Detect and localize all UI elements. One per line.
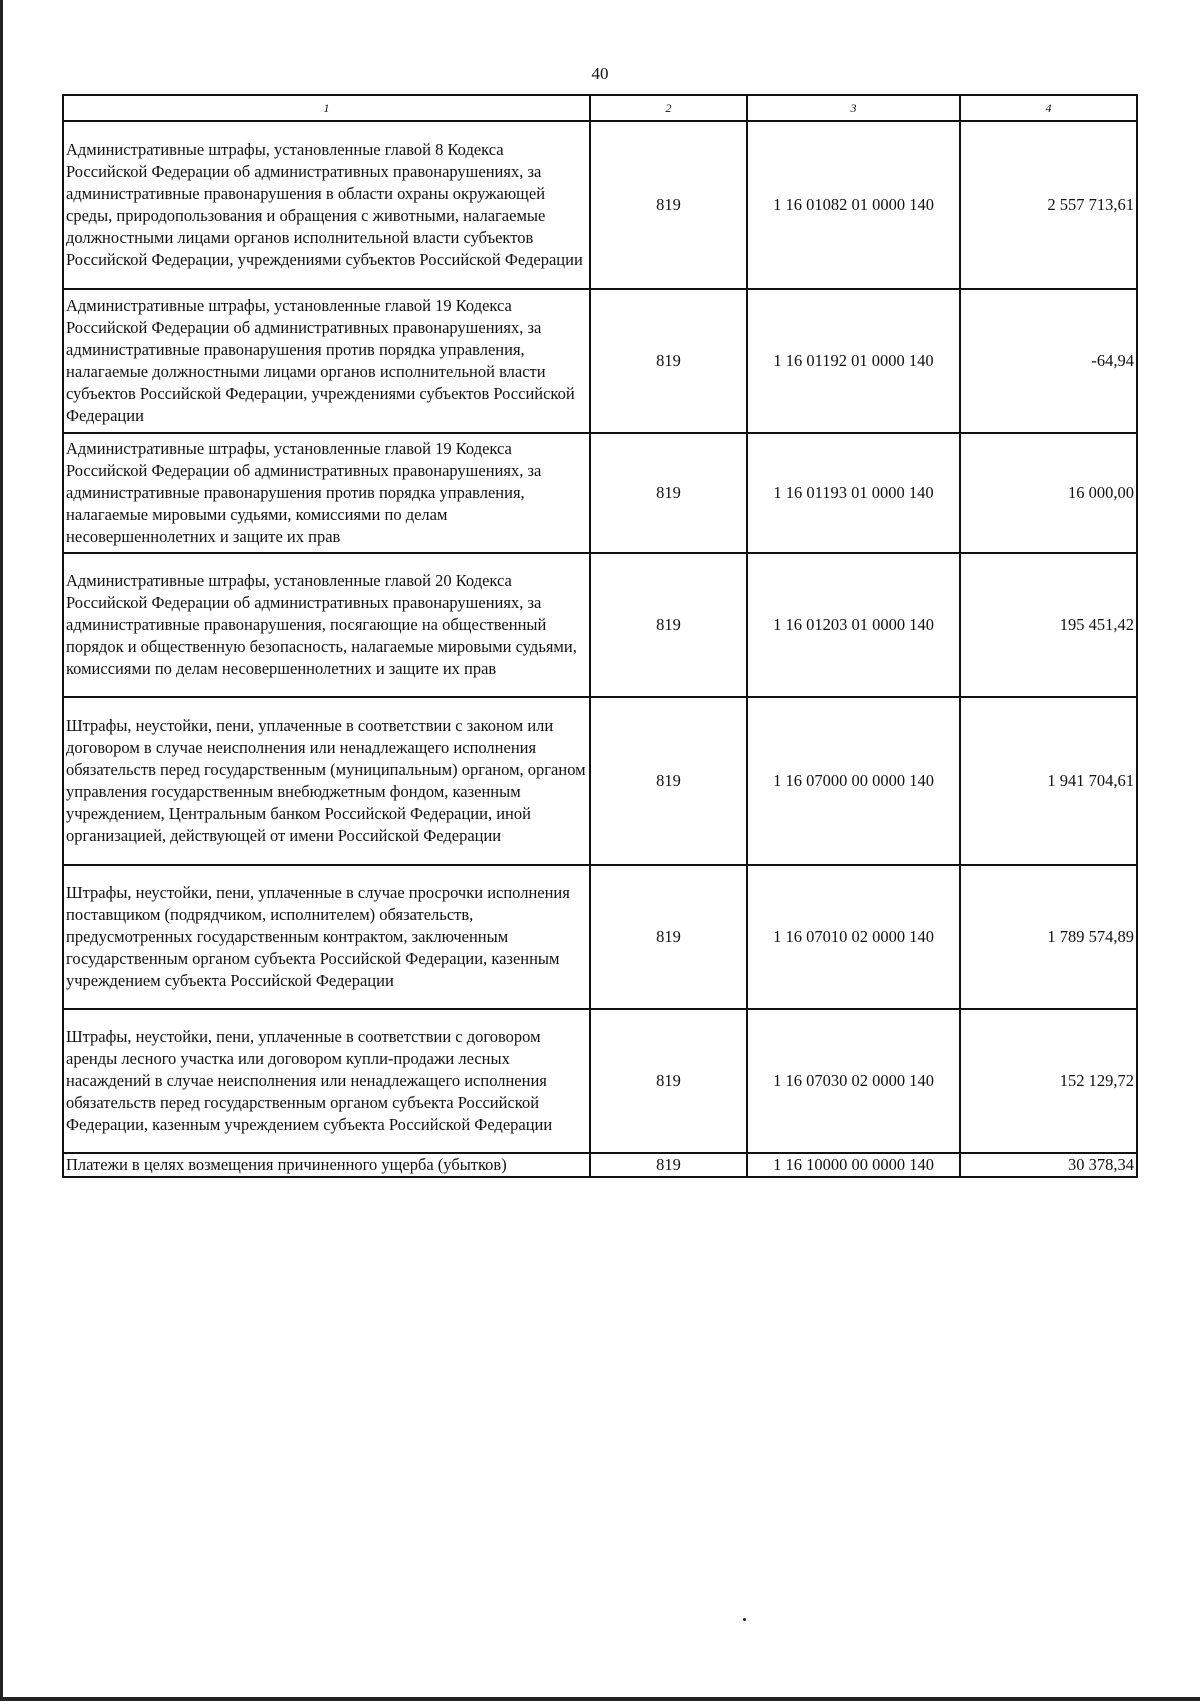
- column-header-2: 2: [590, 95, 747, 121]
- scan-speck: [743, 1618, 746, 1621]
- row-admin-code: 819: [590, 289, 747, 433]
- row-budget-code: 1 16 01203 01 0000 140: [747, 553, 960, 697]
- row-description: Административные штрафы, установленные главой 8 Кодекса Российской Федерации об административных правонарушениях, за административные правонарушения в области охраны окружающей среды, природопользования и обращения с животными, налагаемые должностными лицами органов исполнительной власти субъектов Российской Федерации, учреждениями субъектов Российской Федерации: [63, 121, 590, 289]
- row-description: Административные штрафы, установленные главой 20 Кодекса Российской Федерации об административных правонарушениях, за административные правонарушения, посягающие на общественный порядок и общественную безопасность, налагаемые мировыми судьями, комиссиями по делам несовершеннолетних и защите их прав: [63, 553, 590, 697]
- row-admin-code: 819: [590, 1009, 747, 1153]
- row-budget-code: 1 16 07000 00 0000 140: [747, 697, 960, 865]
- row-budget-code: 1 16 10000 00 0000 140: [747, 1153, 960, 1177]
- column-header-3: 3: [747, 95, 960, 121]
- row-description: Административные штрафы, установленные главой 19 Кодекса Российской Федерации об административных правонарушениях, за административные правонарушения против порядка управления, налагаемые мировыми судьями, комиссиями по делам несовершеннолетних и защите их прав: [63, 433, 590, 553]
- table-row: [63, 433, 1137, 553]
- row-amount: 2 557 713,61: [960, 121, 1137, 289]
- row-description: Штрафы, неустойки, пени, уплаченные в случае просрочки исполнения поставщиком (подрядчиком, исполнителем) обязательств, предусмотренных государственным контрактом, заключенным государственным органом субъекта Российской Федерации, казенным учреждением субъекта Российской Федерации: [63, 865, 590, 1009]
- revenue-table: [62, 94, 1138, 1178]
- row-amount: 30 378,34: [960, 1153, 1137, 1177]
- row-amount: 152 129,72: [960, 1009, 1137, 1153]
- page-number: 40: [591, 64, 609, 83]
- row-admin-code: 819: [590, 865, 747, 1009]
- row-admin-code: 819: [590, 553, 747, 697]
- row-budget-code: 1 16 01082 01 0000 140: [747, 121, 960, 289]
- row-description: Штрафы, неустойки, пени, уплаченные в соответствии с законом или договором в случае неисполнения или ненадлежащего исполнения обязательств перед государственным (муниципальным) органом, органом управления государственным внебюджетным фондом, казенным учреждением, Центральным банком Российской Федерации, иной организацией, действующей от имени Российской Федерации: [63, 697, 590, 865]
- scan-edge-bottom: [0, 1697, 1200, 1701]
- row-admin-code: 819: [590, 697, 747, 865]
- row-amount: -64,94: [960, 289, 1137, 433]
- table-row: [63, 1153, 1137, 1177]
- table-row: [63, 865, 1137, 1009]
- row-budget-code: 1 16 01192 01 0000 140: [747, 289, 960, 433]
- column-header-1: 1: [63, 95, 590, 121]
- table-row: [63, 289, 1137, 433]
- row-budget-code: 1 16 01193 01 0000 140: [747, 433, 960, 553]
- row-description: Платежи в целях возмещения причиненного ущерба (убытков): [63, 1153, 590, 1177]
- row-budget-code: 1 16 07030 02 0000 140: [747, 1009, 960, 1153]
- column-header-4: 4: [960, 95, 1137, 121]
- row-description: Административные штрафы, установленные главой 19 Кодекса Российской Федерации об административных правонарушениях, за административные правонарушения против порядка управления, налагаемые должностными лицами органов исполнительной власти субъектов Российской Федерации, учреждениями субъектов Российской Федерации: [63, 289, 590, 433]
- row-admin-code: 819: [590, 433, 747, 553]
- row-admin-code: 819: [590, 121, 747, 289]
- table-row: [63, 121, 1137, 289]
- table-row: [63, 697, 1137, 865]
- table-header-row: [63, 95, 1137, 121]
- row-admin-code: 819: [590, 1153, 747, 1177]
- row-description: Штрафы, неустойки, пени, уплаченные в соответствии с договором аренды лесного участка или договором купли-продажи лесных насаждений в случае неисполнения или ненадлежащего исполнения обязательств перед государственным органом субъекта Российской Федерации, казенным учреждением субъекта Российской Федерации: [63, 1009, 590, 1153]
- table-row: [63, 553, 1137, 697]
- scan-edge-left: [0, 0, 3, 1701]
- table-row: [63, 1009, 1137, 1153]
- row-budget-code: 1 16 07010 02 0000 140: [747, 865, 960, 1009]
- row-amount: 195 451,42: [960, 553, 1137, 697]
- row-amount: 16 000,00: [960, 433, 1137, 553]
- row-amount: 1 941 704,61: [960, 697, 1137, 865]
- row-amount: 1 789 574,89: [960, 865, 1137, 1009]
